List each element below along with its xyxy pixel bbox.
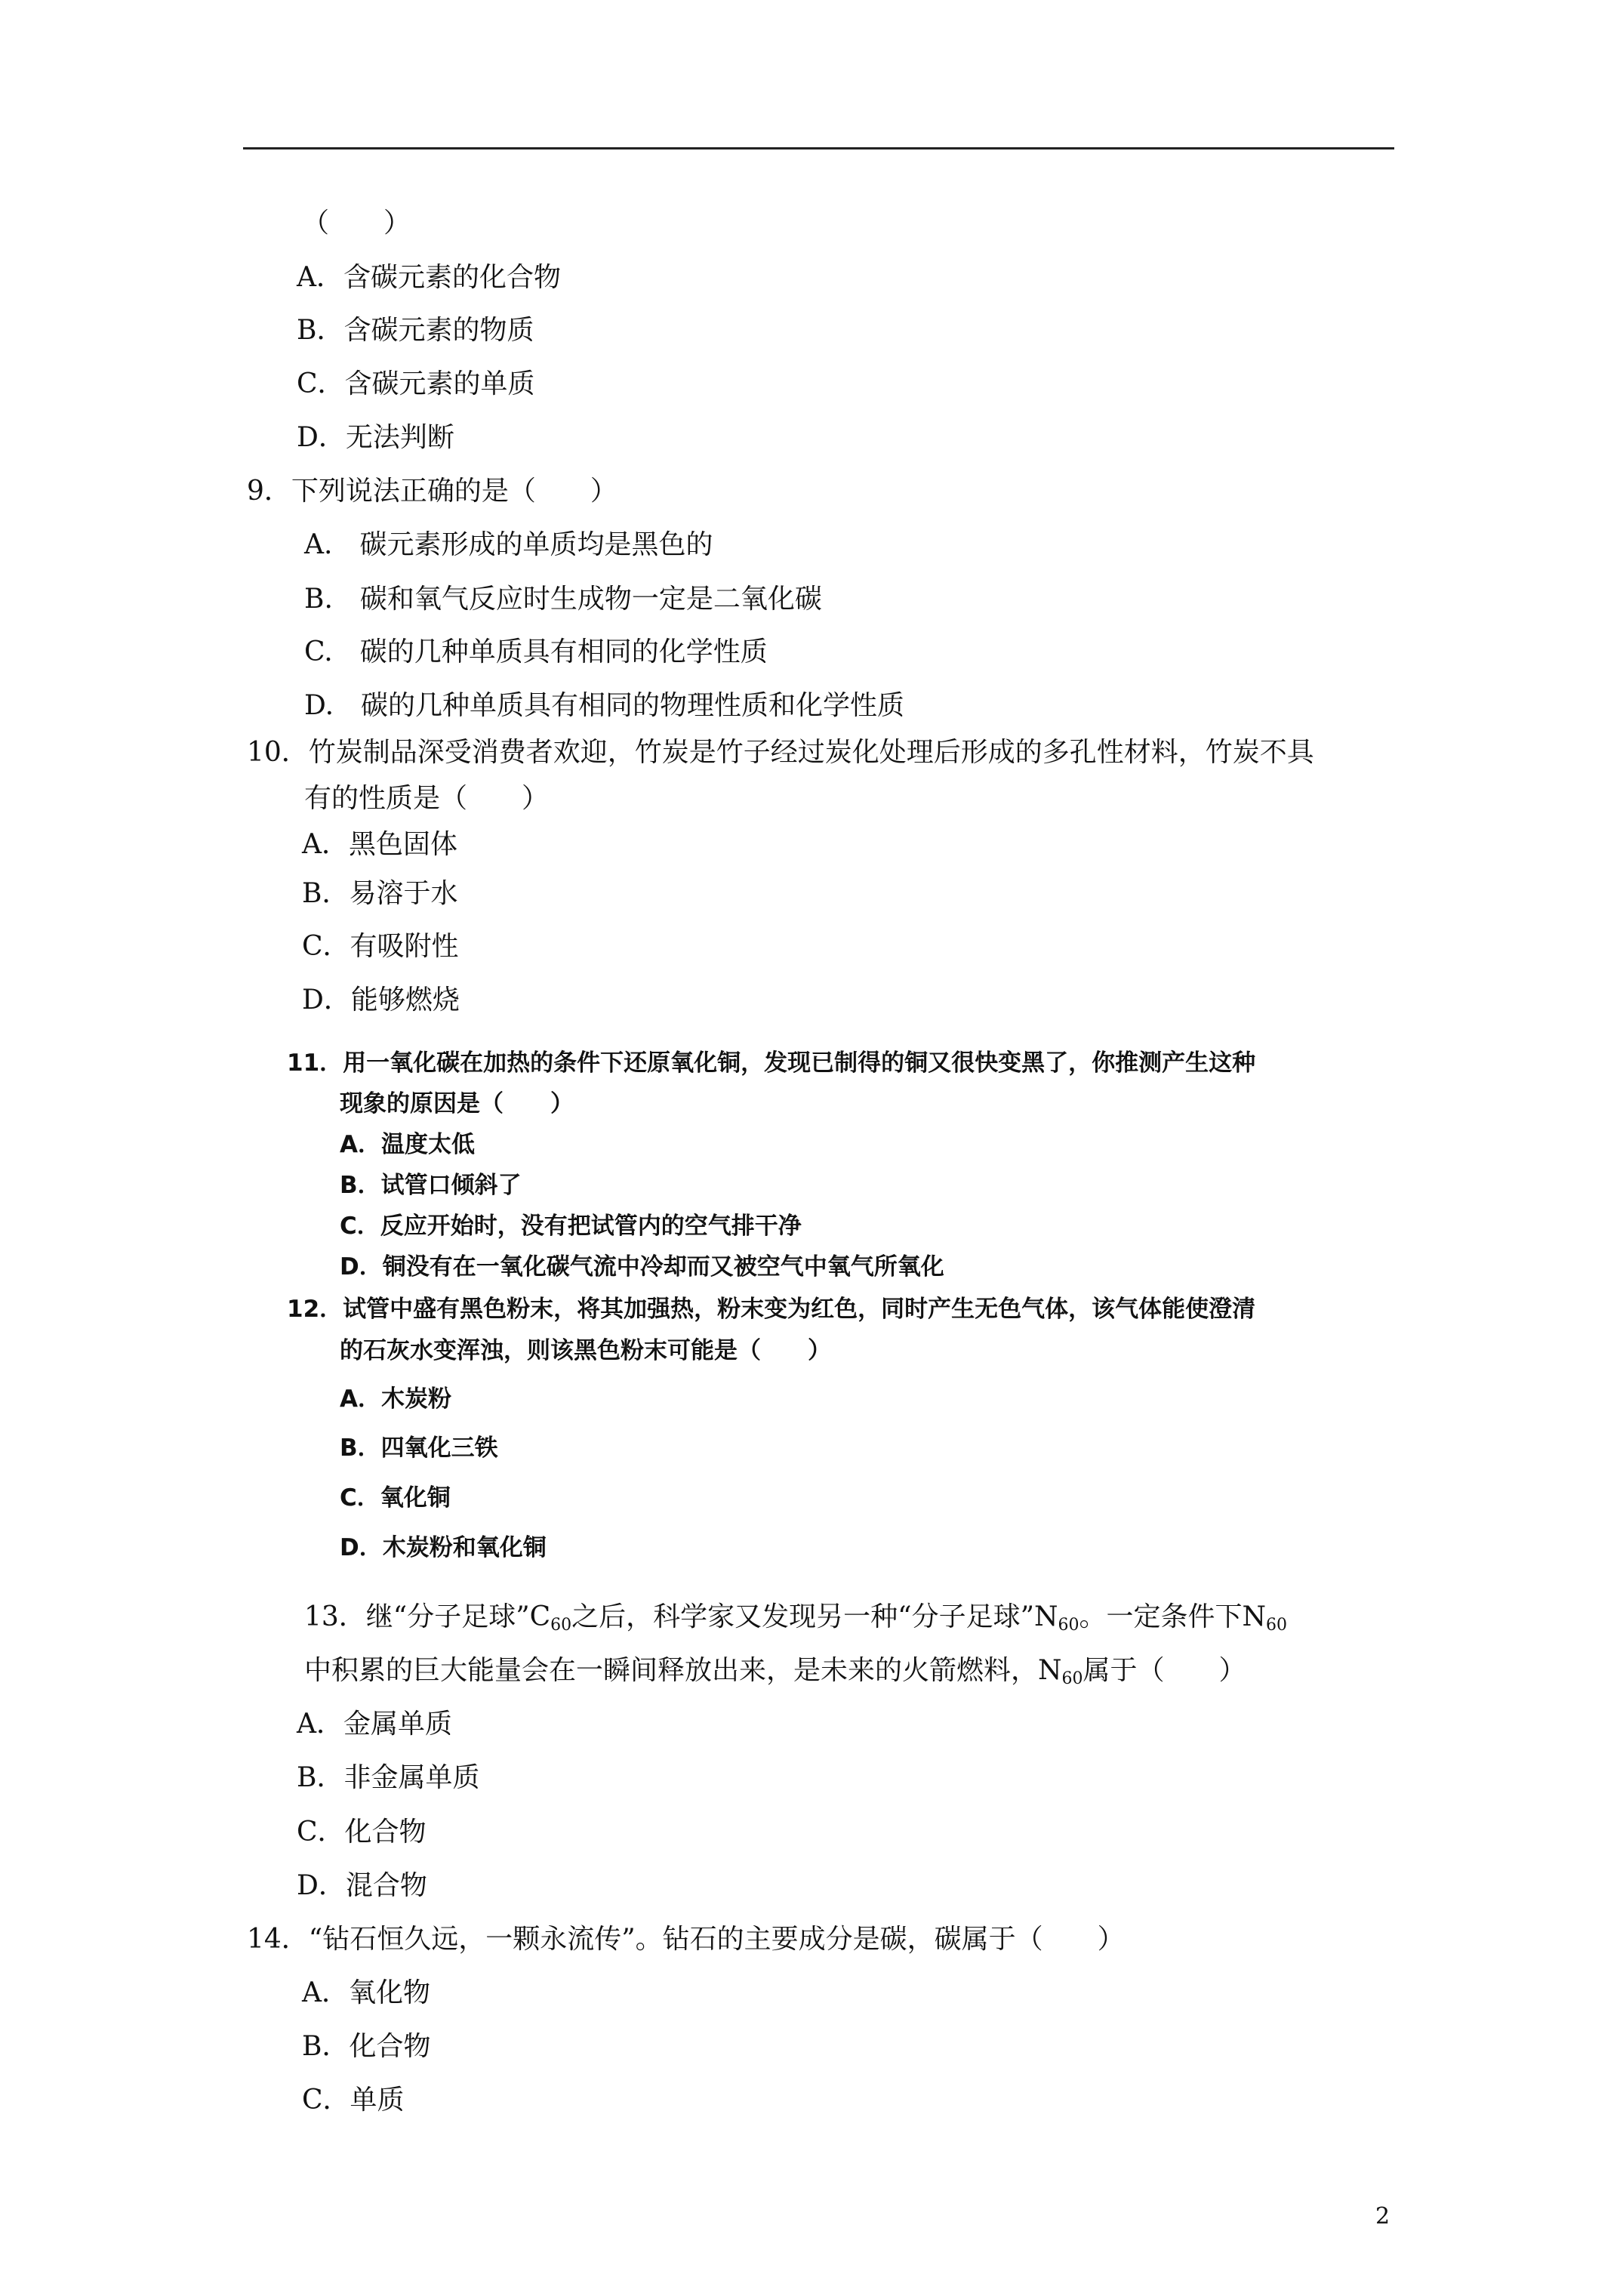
q13-option-d: D．混合物 — [297, 1870, 427, 1901]
q12-option-d: D．木炭粉和氧化铜 — [340, 1534, 547, 1561]
q13-stem-line2 — [304, 1653, 1246, 1697]
q12-option-c: C．氧化铜 — [340, 1484, 451, 1512]
q8-option-a: A．含碳元素的化合物 — [297, 262, 561, 293]
q11-option-a: A．温度太低 — [340, 1131, 475, 1158]
q14-option-b: B．化合物 — [302, 2031, 431, 2062]
q11-option-d: D．铜没有在一氧化碳气流中冷却而又被空气中氧气所氧化 — [340, 1253, 944, 1281]
q12-stem-line2: 的石灰水变浑浊，则该黑色粉末可能是（ ） — [340, 1337, 831, 1364]
q12-option-b: B．四氧化三铁 — [340, 1435, 498, 1462]
q13-sub-n60-c: 60 — [1061, 1669, 1083, 1688]
q14-option-c: C．单质 — [302, 2085, 405, 2116]
q13-sub-n60-b: 60 — [1266, 1616, 1287, 1635]
q10-option-a: A．黑色固体 — [302, 829, 457, 860]
q10-stem-line1: 10．竹炭制品深受消费者欢迎，竹炭是竹子经过炭化处理后形成的多孔性材料，竹炭不具 — [247, 737, 1314, 768]
q11-stem-line1: 11．用一氧化碳在加热的条件下还原氧化铜，发现已制得的铜又很快变黑了，你推测产生这种 — [287, 1049, 1256, 1077]
q9-option-b: B. 碳和氧气反应时生成物一定是二氧化碳 — [304, 584, 822, 615]
q9-option-c: C. 碳的几种单质具有相同的化学性质 — [304, 636, 768, 667]
q12-option-a: A．木炭粉 — [340, 1385, 451, 1413]
q10-stem-line2: 有的性质是（ ） — [304, 783, 550, 814]
q13-option-a: A．金属单质 — [297, 1709, 452, 1740]
q12-stem-line1: 12．试管中盛有黑色粉末，将其加强热，粉末变为红色，同时产生无色气体，该气体能使澄清 — [287, 1296, 1256, 1323]
q13-text-3: 。一定条件下N — [1079, 1601, 1266, 1632]
q11-option-b: B．试管口倾斜了 — [340, 1172, 522, 1199]
q13-sub-c60: 60 — [550, 1616, 572, 1635]
q8-option-b: B．含碳元素的物质 — [297, 315, 534, 346]
q9-option-a: A. 碳元素形成的单质均是黑色的 — [304, 529, 713, 560]
q10-option-c: C．有吸附性 — [302, 931, 459, 962]
q14-option-a: A．氧化物 — [302, 1977, 430, 2008]
q10-option-b: B．易溶于水 — [302, 878, 458, 909]
q13-text-4: 中积累的巨大能量会在一瞬间释放出来，是未来的火箭燃料，N — [304, 1655, 1062, 1686]
q13-stem-line1 — [304, 1599, 1287, 1644]
q13-text-2: 之后，科学家又发现另一种“分子足球”N — [571, 1601, 1058, 1632]
q8-blank: （ ） — [302, 208, 411, 239]
q8-option-d: D．无法判断 — [297, 422, 454, 453]
q11-stem-line2: 现象的原因是（ ） — [340, 1090, 574, 1117]
header-rule — [243, 147, 1394, 149]
q11-option-c: C．反应开始时，没有把试管内的空气排干净 — [340, 1213, 802, 1240]
page-number: 2 — [1375, 2203, 1390, 2230]
q13-option-c: C．化合物 — [297, 1817, 427, 1848]
q9-option-d: D. 碳的几种单质具有相同的物理性质和化学性质 — [304, 690, 905, 721]
q8-option-c: C．含碳元素的单质 — [297, 368, 535, 399]
q13-text-1: 13．继“分子足球”C — [304, 1601, 551, 1632]
q10-option-d: D．能够燃烧 — [302, 985, 460, 1015]
q13-sub-n60-a: 60 — [1058, 1616, 1079, 1635]
q9-stem: 9．下列说法正确的是（ ） — [247, 476, 617, 507]
q13-text-5: 属于（ ） — [1083, 1655, 1246, 1686]
q14-stem: 14．“钻石恒久远，一颗永流传”。钻石的主要成分是碳，碳属于（ ） — [247, 1924, 1125, 1955]
q13-option-b: B．非金属单质 — [297, 1762, 480, 1793]
